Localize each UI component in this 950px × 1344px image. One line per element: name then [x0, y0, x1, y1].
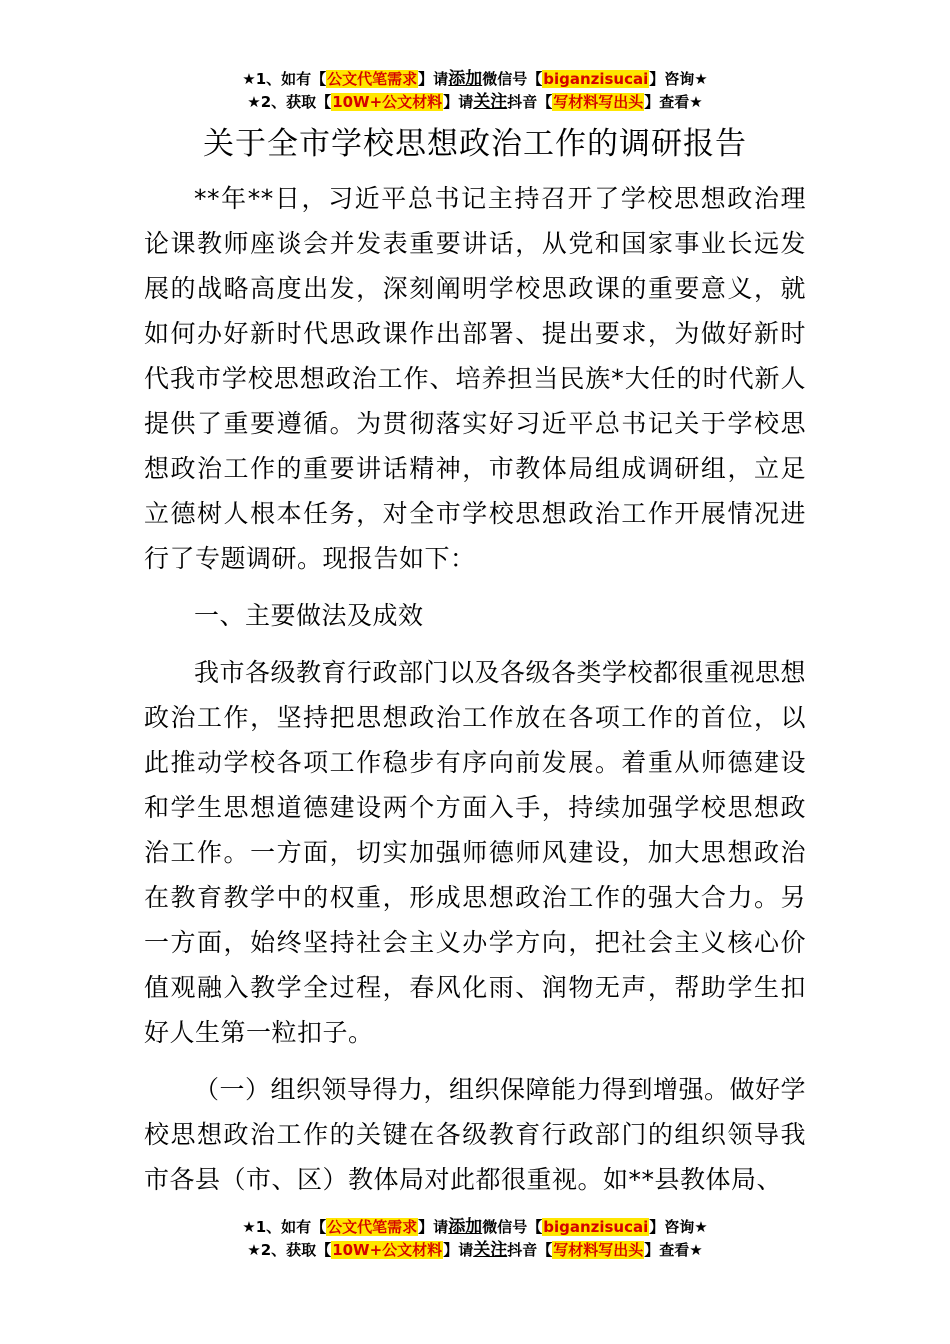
banner-text: 微信号【 [482, 1218, 543, 1236]
banner-highlight: 10W+公文材料 [332, 93, 443, 111]
banner-text: 】请 [443, 93, 474, 111]
banner-line-2 [0, 1239, 950, 1262]
banner-text: 】查看★ [644, 93, 703, 111]
paragraph-main-practices: 我市各级教育行政部门以及各级各类学校都很重视思想政治工作，坚持把思想政治工作放在各项工作的首位，以此推动学校各项工作稳步有序向前发展。着重从师德建设和学生思想道德建设两个方面入手，持续加强学校思想政治工作。一方面，切实加强师德师风建设，加大思想政治在教育教学中的权重，形成思想政治工作的强大合力。另一方面，始终坚持社会主义办学方向，把社会主义核心价值观融入教学全过程，春风化雨、润物无声，帮助学生扣好人生第一粒扣子。 [144, 658, 807, 1047]
banner-text: ★1、如有【 [242, 1218, 327, 1236]
paragraph-subsection-1: （一）组织领导得力，组织保障能力得到增强。做好学校思想政治工作的关键在各级教育行政部门的组织领导我市各县（市、区）教体局对此都很重视。如**县教体局、 [144, 1075, 807, 1194]
header-banner [0, 68, 950, 114]
banner-wechat-id: biganzisucai [543, 70, 649, 88]
banner-line-1 [0, 1216, 950, 1239]
paragraph-intro: **年**日，习近平总书记主持召开了学校思想政治理论课教师座谈会并发表重要讲话，从党和国家事业长远发展的战略高度出发，深刻阐明学校思政课的重要意义，就如何办好新时代思政课作出部署、提出要求，为做好新时代我市学校思想政治工作、培养担当民族*大任的时代新人提供了重要遵循。为贯彻落实好习近平总书记关于学校思想政治工作的重要讲话精神，市教体局组成调研组，立足立德树人根本任务，对全市学校思想政治工作开展情况进行了专题调研。现报告如下： [144, 184, 806, 573]
banner-highlight: 公文代笔需求 [327, 70, 418, 88]
banner-text: 】请 [418, 70, 449, 88]
document-body [144, 176, 806, 1214]
banner-text: ★1、如有【 [242, 70, 327, 88]
banner-text: 】请 [443, 1241, 474, 1259]
banner-text: 】咨询★ [649, 70, 708, 88]
banner-text: ★2、获取【 [247, 93, 332, 111]
banner-text: 抖音【 [507, 1241, 553, 1259]
banner-text: 抖音【 [507, 93, 553, 111]
banner-douyin-id: 写材料写出头 [553, 1241, 644, 1259]
banner-emphasis: 添加 [448, 1217, 483, 1237]
banner-douyin-id: 写材料写出头 [553, 93, 644, 111]
banner-line-1 [0, 68, 950, 91]
document-title: 关于全市学校思想政治工作的调研报告 [203, 126, 747, 162]
banner-text: ★2、获取【 [247, 1241, 332, 1259]
banner-emphasis: 添加 [448, 69, 483, 89]
banner-wechat-id: biganzisucai [543, 1218, 649, 1236]
section-heading: 一、主要做法及成效 [194, 601, 424, 630]
footer-banner [0, 1216, 950, 1262]
banner-line-2 [0, 91, 950, 114]
banner-highlight: 公文代笔需求 [327, 1218, 418, 1236]
banner-text: 】查看★ [644, 1241, 703, 1259]
banner-emphasis: 关注 [473, 1240, 508, 1260]
banner-text: 微信号【 [482, 70, 543, 88]
banner-emphasis: 关注 [473, 92, 508, 112]
banner-text: 】请 [418, 1218, 449, 1236]
banner-highlight: 10W+公文材料 [332, 1241, 443, 1259]
banner-text: 】咨询★ [649, 1218, 708, 1236]
